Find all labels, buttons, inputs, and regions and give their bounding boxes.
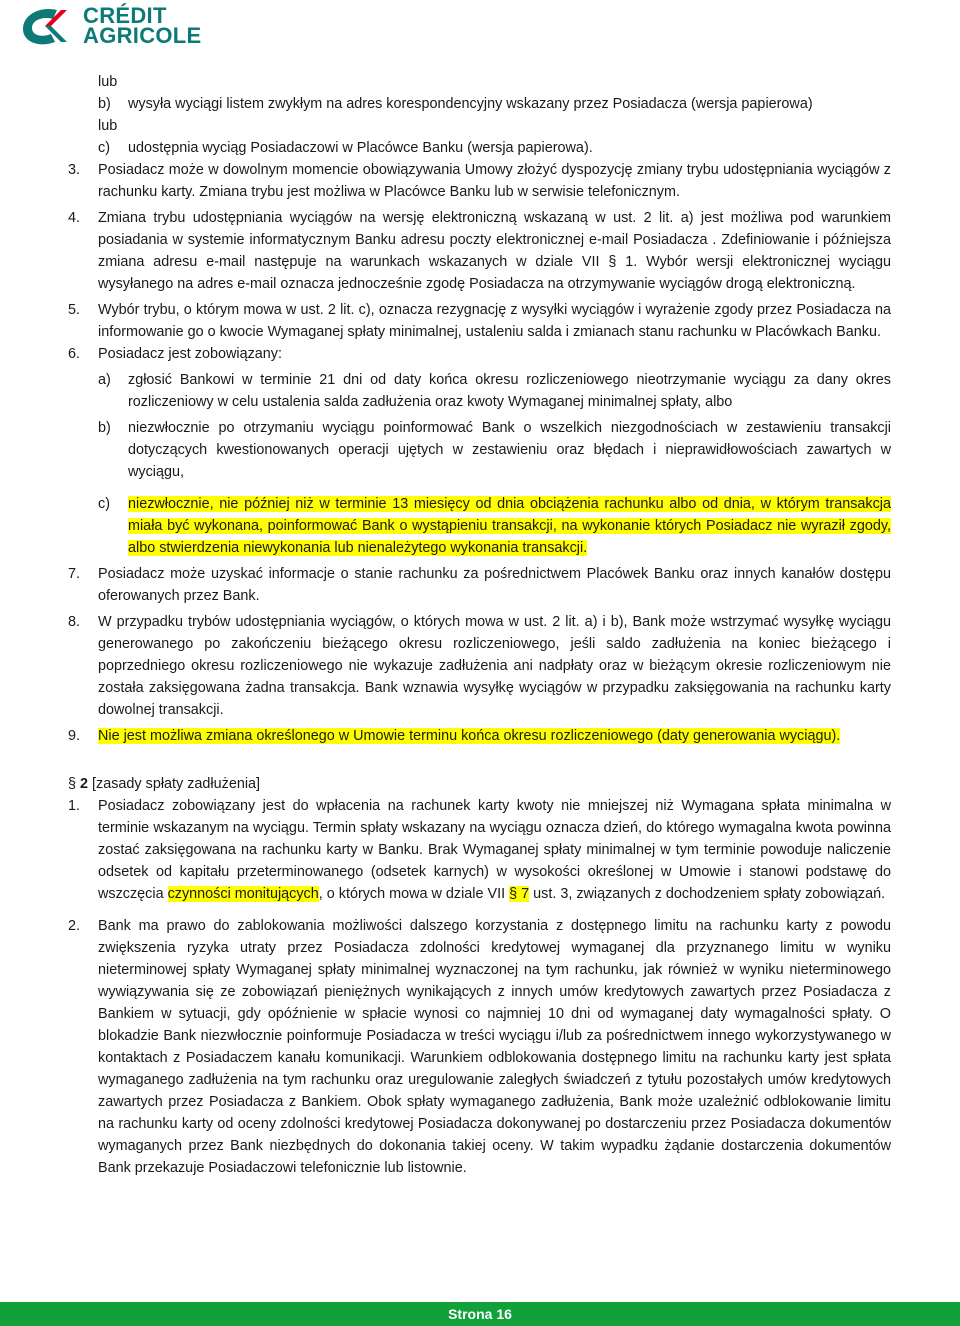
paragraph-number: 1. <box>68 798 81 814</box>
paragraph-number: 2. <box>68 918 81 934</box>
highlighted-text: czynności monitujących <box>167 886 319 902</box>
item-marker: c) <box>98 496 110 512</box>
item-marker: b) <box>98 96 111 112</box>
section2-paragraph-2 <box>68 915 891 1179</box>
section-number: 2 <box>80 776 89 792</box>
paragraph-text: Posiadacz jest zobowiązany: <box>98 346 282 362</box>
paragraph-number: 4. <box>68 210 81 226</box>
page-number: Strona 16 <box>448 1306 512 1322</box>
paragraph-6 <box>68 343 891 365</box>
paragraph-number: 3. <box>68 162 81 178</box>
highlighted-text: § 7 <box>509 886 530 902</box>
item-text: udostępnia wyciąg Posiadaczowi w Placówce Banku (wersja papierowa). <box>128 140 593 156</box>
item-text: zgłosić Bankowi w terminie 21 dni od daty końca okresu rozliczeniowego nieotrzymanie wyciągu za dany okres rozliczeniowy w celu ustalenia salda zadłużenia oraz kwoty Wymaganej minimalnej spłaty, albo <box>128 372 891 410</box>
paragraph-6c <box>98 493 891 559</box>
paragraph-6b <box>98 417 891 483</box>
highlighted-text: Nie jest możliwa zmiana określonego w Umowie terminu końca okresu rozliczeniowego (daty generowania wyciągu). <box>98 728 841 744</box>
paragraph-text <box>98 795 891 905</box>
item-text: niezwłocznie po otrzymaniu wyciągu poinformować Bank o wszelkich niezgodnościach w zestawieniu transakcji dotyczących kwestionowanych operacji ujętych w zestawieniu oraz błędach i nieprawidłowościach zawartych w wyciągu, <box>128 420 891 480</box>
paragraph-text-part: ust. 3, związanych z dochodzeniem spłaty zobowiązań. <box>529 886 886 902</box>
item-marker: b) <box>98 420 111 436</box>
paragraph-6a <box>98 369 891 413</box>
paragraph-text: W przypadku trybów udostępniania wyciągów, o których mowa w ust. 2 lit. a) i b), Bank może wstrzymać wysyłkę wyciągu generowanego po zakończeniu bieżącego okresu rozliczeniowego, jeśli saldo zadłużenia na koniec bieżącego i poprzedniego okresu rozliczeniowego nie wykazuje zadłużenia ani nadpłaty oraz w bieżącym okresie rozliczeniowym nie została zaksięgowana żadna transakcja. Bank wznawia wysyłkę wyciągów w przypadku zaksięgowania na rachunku karty dowolnej transakcji. <box>98 614 891 718</box>
paragraph-number: 8. <box>68 614 81 630</box>
section2-paragraph-1 <box>68 795 891 905</box>
section-heading <box>68 773 891 795</box>
paragraph-text: Bank ma prawo do zablokowania możliwości dalszego korzystania z dostępnego limitu na rachunku karty z powodu zwiększenia ryzyka utraty przez Posiadacza zdolności kredytowej wymaganej dla przyznanego limitu w wyniku nieterminowej spłaty Wymaganej spłaty minimalnej wyznaczonej na tym rachunku, jak również w wyniku nieterminowego wywiązywania się ze zobowiązań pieniężnych wynikających z innych umów kredytowych zawartych przez Posiadacza z Bankiem w sytuacji, gdy opóźnienie w spłacie wynosi co najmniej 10 dni od wymaganej daty wymagalności spłaty. O blokadzie Bank niezwłocznie poinformuje Posiadacza w treści wyciągu i/lub za pośrednictwem innego wykorzystywanego w kontaktach z Posiadaczem kanału komunikacji. Warunkiem odblokowania dostępnego limitu na rachunku karty jest spłata wymaganego zadłużenia na tym rachunku oraz uregulowanie zaległych świadczeń z tytułu pozostałych umów kredytowych zawartych przez Posiadacza z Bankiem. Obok spłaty wymaganego zadłużenia, Bank może uzależnić odblokowanie limitu na rachunku karty od oceny zdolności kredytowej Posiadacza dokonywanej po dostarczeniu przez Posiadacza dokumentów wymaganych przez Bank niezbędnych do dokonania takiej oceny. W takim wypadku żądanie dostarczenia dokumentów Bank przekazuje Posiadaczowi telefonicznie lub listownie. <box>98 918 891 1176</box>
page-footer <box>0 1302 960 1326</box>
logo-line-2: AGRICOLE <box>83 23 202 48</box>
lub-connector: lub <box>98 118 118 134</box>
list-item-b <box>98 93 891 115</box>
paragraph-number: 5. <box>68 302 81 318</box>
document-body <box>68 71 891 1179</box>
credit-agricole-logo-icon <box>17 4 79 48</box>
paragraph-text: Posiadacz może w dowolnym momencie obowiązywania Umowy złożyć dyspozycję zmiany trybu udostępniania wyciągów z rachunku karty. Zmiana trybu jest możliwa w Placówce Banku lub w serwisie telefonicznym. <box>98 162 891 200</box>
item-marker: a) <box>98 372 111 388</box>
paragraph-3 <box>68 159 891 203</box>
paragraph-9 <box>68 725 891 747</box>
bank-logo <box>17 4 202 48</box>
paragraph-8 <box>68 611 891 721</box>
item-text: wysyła wyciągi listem zwykłym na adres korespondencyjny wskazany przez Posiadacza (wersja papierowa) <box>128 96 813 112</box>
item-marker: c) <box>98 140 110 156</box>
paragraph-number: 9. <box>68 728 81 744</box>
paragraph-7 <box>68 563 891 607</box>
highlighted-text: niezwłocznie, nie później niż w terminie 13 miesięcy od dnia obciążenia rachunku albo od dnia, w którym transakcja miała być wykonana, poinformować Bank o wystąpieniu transakcji, na wykonanie których Posiadacz nie wyraził zgody, albo stwierdzenia niewykonania lub nienależytego wykonania transakcji. <box>128 496 891 556</box>
paragraph-4 <box>68 207 891 295</box>
paragraph-text-part: Posiadacz zobowiązany jest do wpłacenia na rachunek karty kwoty nie mniejszej niż Wymagana spłata minimalna w terminie wskazanym na wyciągu. Termin spłaty wskazany na wyciągu oznacza dzień, do którego wymagalna kwota powinna zostać zaksięgowana na rachunku karty w Banku. Brak Wymaganej spłaty minimalnej w tym terminie powoduje naliczenie odsetek od kapitału przeterminowanego (odsetek karnych) w wysokości określonej w Umowie i stanowi podstawę do wszczęcia <box>98 798 891 902</box>
paragraph-text: Wybór trybu, o którym mowa w ust. 2 lit. c), oznacza rezygnację z wysyłki wyciągów i wyrażenie zgody przez Posiadacza na informowanie go o kwocie Wymaganej spłaty minimalnej, ustaleniu salda i zmianach stanu rachunku w Placówkach Banku. <box>98 302 891 340</box>
logo-line-1: CRÉDIT <box>83 3 167 28</box>
paragraph-text-part: , o których mowa w dziale VII <box>318 886 510 902</box>
lub-connector: lub <box>98 74 118 90</box>
paragraph-text: Zmiana trybu udostępniania wyciągów na wersję elektroniczną wskazaną w ust. 2 lit. a) jest możliwa pod warunkiem posiadania w systemie informatycznym Banku adresu poczty elektronicznej e-mail Posiadacza . Zdefiniowanie i późniejsza zmiana adresu e-mail następuje na warunkach wskazanych w dziale VII § 1. Wybór wersji elektronicznej wyciągu wysyłanego na adres e-mail oznacza jednocześnie zgodę Posiadacza na otrzymywanie wyciągów drogą elektroniczną. <box>98 210 891 292</box>
paragraph-number: 7. <box>68 566 81 582</box>
section-title: [zasady spłaty zadłużenia] <box>92 776 261 792</box>
section-symbol: § <box>68 776 77 792</box>
list-item-c <box>98 137 891 159</box>
paragraph-number: 6. <box>68 346 81 362</box>
paragraph-text: Posiadacz może uzyskać informacje o stanie rachunku za pośrednictwem Placówek Banku oraz innych kanałów dostępu oferowanych przez Bank. <box>98 566 891 604</box>
paragraph-5 <box>68 299 891 343</box>
